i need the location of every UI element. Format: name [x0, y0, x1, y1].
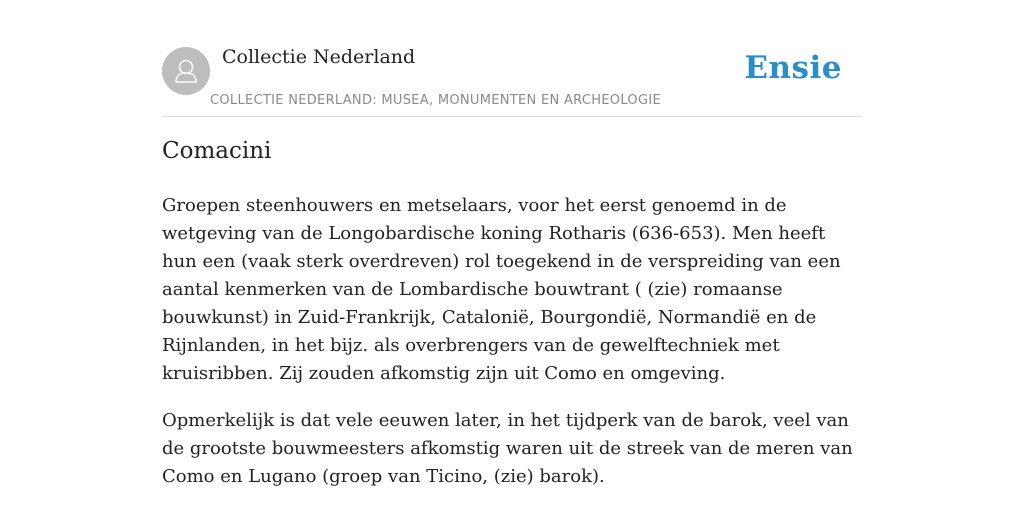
article-paragraph: Groepen steenhouwers en metselaars, voor het eerst genoemd in de wetgeving van de Longobardische koning Rotharis (636-653). Men heeft hun een (vaak sterk overdreven) rol toegekend in de verspreiding van een aantal kenmerken van de Lombardische bouwtrant ( (zie) romaanse bouwkunst) in Zuid-Frankrijk, Catalonië, Bourgondië, Normandië en de Rijnlanden, in het bijz. als overbrengers van de gewelftechniek met kruisribben. Zij zouden afkomstig zijn uit Como en omgeving. — [162, 195, 841, 384]
author-avatar[interactable] — [162, 47, 210, 95]
article-title: Comacini — [162, 138, 272, 164]
author-subtitle: COLLECTIE NEDERLAND: MUSEA, MONUMENTEN EN ARCHEOLOGIE — [210, 93, 661, 108]
article-body — [162, 192, 862, 510]
article-paragraph: Opmerkelijk is dat vele eeuwen later, in het tijdperk van de barok, veel van de grootste bouwmeesters afkomstig waren uit de streek van de meren van Como en Lugano (groep van Ticino, (zie) barok). — [162, 410, 853, 487]
article-header — [162, 46, 862, 117]
ensie-logo[interactable]: Ensie — [744, 50, 842, 86]
user-icon — [162, 47, 210, 95]
author-name[interactable]: Collectie Nederland — [222, 46, 416, 68]
